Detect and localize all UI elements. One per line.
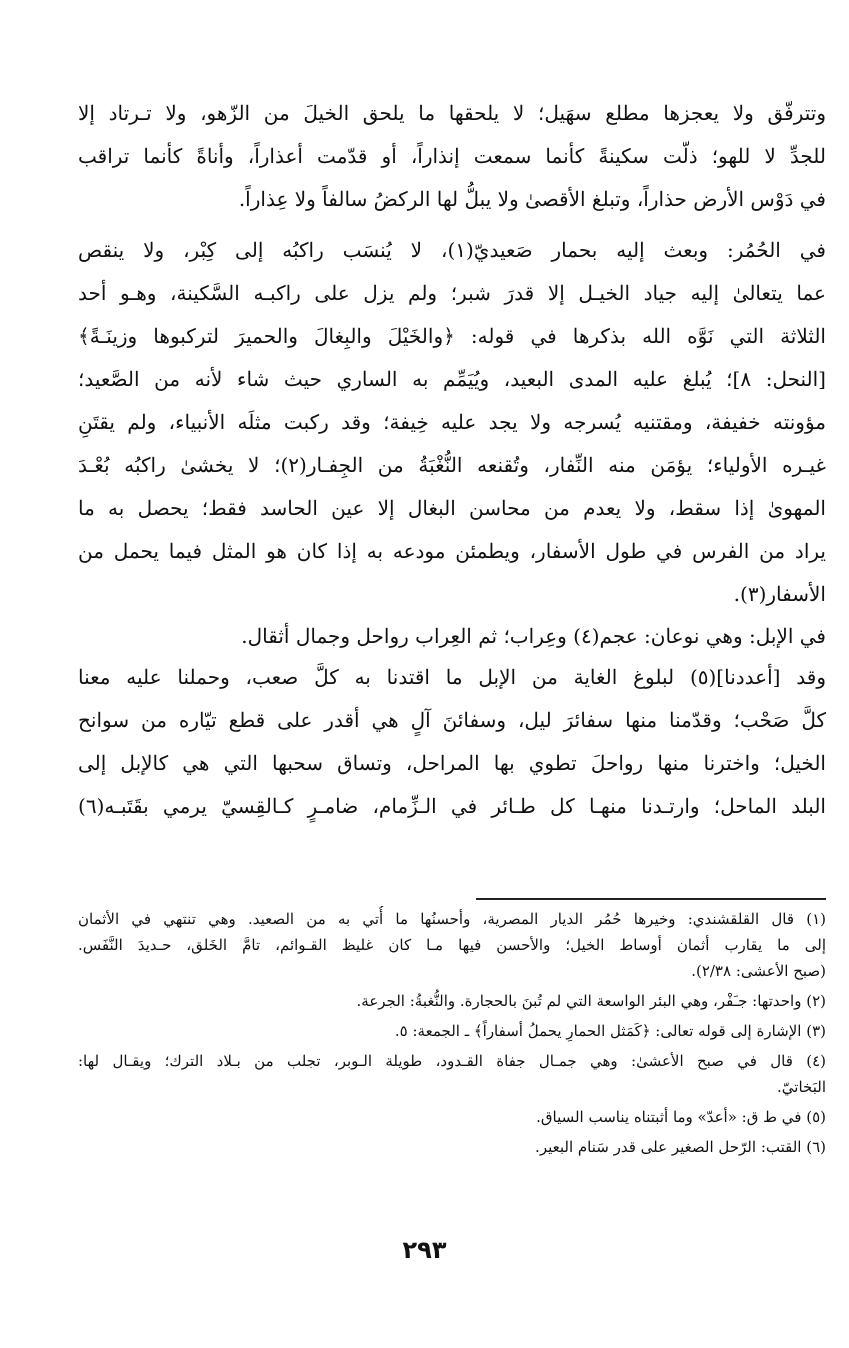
- section-heading-donkeys: في الحُمُر: وبعث إليه بحمار صَعيديّ(١)، لا يُنسَب راكبُه إلى كِبْر، ولا ينقص: [78, 238, 826, 262]
- footnote-line: (صبح الأعشى: ٢/٣٨).: [691, 962, 826, 980]
- text-line: الخيل؛ واخترنا منها رواحلَ تطوي بها المراحل، وتساق سحبها التي هي كالإبل إلى: [78, 751, 826, 775]
- footnote-line: (٥) في ط ق: «أعدّ» وما أثبتناه يناسب السياق.: [536, 1108, 826, 1126]
- footnote-line: (٢) واحدتها: جـَفْر، وهي البئر الواسعة التي لم تُبنَ بالحجارة. والنُّغبةُ: الجرعة.: [356, 992, 826, 1010]
- page-number: ٢٩٣: [402, 1236, 447, 1264]
- footnote-line: (١) قال القلقشندي: وخيرها حُمُر الديار المصرية، وأحسنُها ما أُتي به من الصعيد. وهي تنتهي في الأثمان: [78, 910, 826, 928]
- text-line: الثلاثة التي نَوَّه الله بذكرها في قوله: ﴿والخَيْلَ والبِغالَ والحميرَ لتركبوها وزينَـةً﴾: [78, 324, 826, 348]
- text-line: وتترفّق ولا يعجزها مطلع سهَيل؛ لا يلحقها ما يلحق الخيلَ من الزّهو، ولا تـرتاد إلا: [78, 101, 826, 125]
- footnotes: [78, 906, 826, 1160]
- text-line: للجدِّ لا للهو؛ ذلّت سكينةً كأنما سمعت إنذاراً، أو قدّمت أعذاراً، وأناةً كأنما تراقب: [78, 144, 826, 168]
- text-line: المهوىٰ إذا سقط، ولا يعدم من محاسن البغال إلا عين الحاسد فقط؛ يحصل به ما: [78, 496, 826, 520]
- text-line: وقد [أعددنا](٥) لبلوغ الغاية من الإبل ما اقتدنا به كلَّ صعب، وحملنا عليه معنا: [78, 665, 826, 689]
- text-line: مؤونته خفيفة، ومقتنيه يُسرجه ولا يجد عليه خِيفة؛ وقد ركبت مثلَه الأنبياء، ولم يقتَنِ: [78, 410, 826, 434]
- footnote-line: إلى ما يقارب أثمان أوساط الخيل؛ والأحسن فيها مـا كان غليظ القـوائم، تامَّ الخَلق، حـديدَ النَّفَس.: [78, 936, 826, 954]
- footnote-line: (٣) الإشارة إلى قوله تعالى: ﴿كَمَثل الحمارِ يحملُ أسفاراً﴾ ـ الجمعة: ٥.: [394, 1022, 826, 1040]
- section-heading-camels: في الإبل: وهي نوعان: عجم(٤) وعِراب؛ ثم العِراب رواحل وجمال أثقال.: [241, 624, 826, 648]
- footnote-separator: [476, 898, 826, 900]
- main-text: [78, 92, 826, 828]
- text-line: غيـره الأولياء؛ يؤمَن منه النِّفار، وتُقنعه النُّغْبَةُ من الجِفـار(٢)؛ لا يخشىٰ راكبُه بُعْـدَ: [78, 453, 826, 477]
- text-line: في دَوْس الأرض حذاراً، وتبلغ الأقصىٰ ولا يبلُّ لها الركضُ سالفاً ولا عِذاراً.: [238, 187, 826, 211]
- text-line: الأسفار(٣).: [733, 582, 826, 606]
- text-line: [النحل: ٨]؛ يُبلغ عليه المدى البعيد، ويُيَمِّم به الساري حيث شاء لأنه من الصَّعيد؛: [78, 367, 826, 391]
- text-line: كلَّ صَحْب؛ وقدّمنا منها سفائرَ ليل، وسفائنَ آلٍ هي أقدر على قطع تيّاره من سوانح: [78, 708, 826, 732]
- footnote-line: البَخاتيّ.: [777, 1078, 826, 1096]
- text-line: البلد الماحل؛ وارتـدنا منهـا كل طـائر في الـزِّمام، ضامـرٍ كـالقِسيّ يرمي بقَتَبـه(٦): [78, 794, 826, 818]
- text-line: يراد من الفرس في طول الأسفار، ويطمئن مودعه به إذا كان هو المثل فيما يحمل من: [78, 539, 826, 563]
- footnote-line: (٤) قال في صبح الأعشىٰ: وهي جمـال جفاة القـدود، طويلة الـوبر، تجلب من بـلاد الترك؛ ويقـال لها:: [78, 1052, 826, 1070]
- text-line: عما يتعالىٰ إليه جياد الخيـل إلا قدرَ شبر؛ ولم يزل على راكبـه السَّكينة، وهـو أحد: [78, 281, 826, 305]
- footnote-line: (٦) القتب: الرّحل الصغير على قدر سَنام البعير.: [535, 1138, 826, 1156]
